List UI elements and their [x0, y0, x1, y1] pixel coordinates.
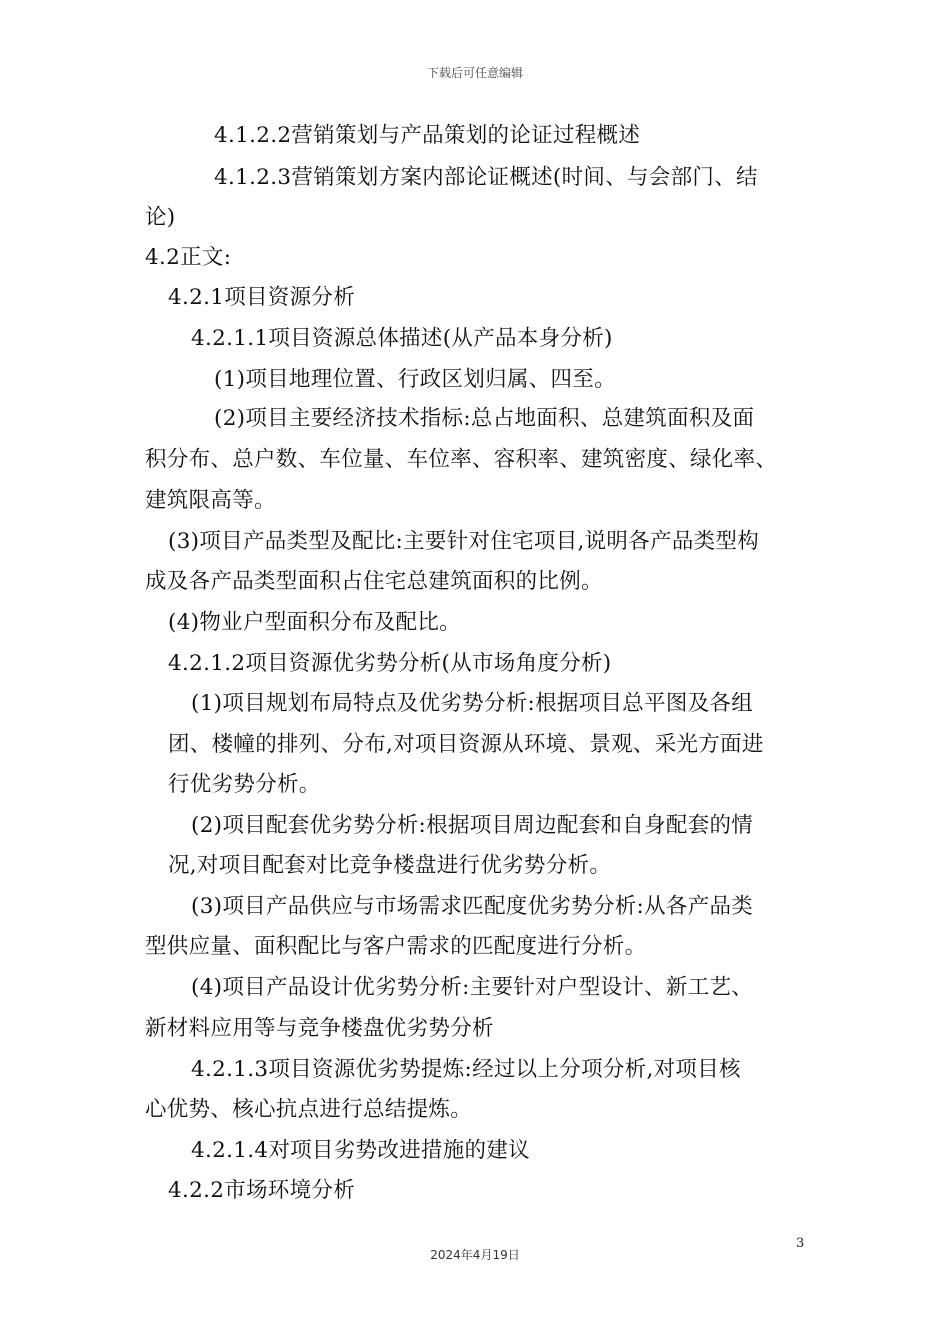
text-line: (3)项目产品供应与市场需求匹配度优劣势分析:从各产品类 [191, 894, 754, 919]
text-line: 型供应量、面积配比与客户需求的匹配度进行分析。 [145, 934, 647, 959]
text-line: 行优劣势分析。 [168, 772, 321, 797]
text-line: 4.1.2.2营销策划与产品策划的论证过程概述 [214, 123, 641, 148]
text-line: 建筑限高等。 [145, 488, 276, 513]
page-footer-date: 2024年4月19日 [430, 1248, 520, 1262]
text-line: 4.2.1.3项目资源优劣势提炼:经过以上分项分析,对项目核 [191, 1057, 741, 1082]
text-line: 积分布、总户数、车位量、车位率、容积率、建筑密度、绿化率、 [145, 447, 778, 472]
text-line: 4.2.1.4对项目劣势改进措施的建议 [191, 1138, 530, 1163]
text-line: (1)项目规划布局特点及优劣势分析:根据项目总平图及各组 [191, 691, 754, 716]
text-line: 新材料应用等与竞争楼盘优劣势分析 [145, 1016, 494, 1041]
page-number: 3 [796, 1236, 805, 1251]
text-line: (1)项目地理位置、行政区划归属、四至。 [214, 367, 616, 392]
text-line: (2)项目主要经济技术指标:总占地面积、总建筑面积及面 [214, 406, 755, 431]
text-line: 心优势、核心抗点进行总结提炼。 [145, 1097, 473, 1122]
text-line: (4)物业户型面积分布及配比。 [168, 610, 461, 635]
text-line: 论) [145, 205, 176, 230]
subsection-heading: 4.2.1项目资源分析 [168, 285, 356, 310]
subsection-heading: 4.2.2市场环境分析 [168, 1178, 356, 1203]
text-line: 况,对项目配套对比竞争楼盘进行优劣势分析。 [168, 853, 612, 878]
text-line: 成及各产品类型面积占住宅总建筑面积的比例。 [145, 569, 603, 594]
text-line: (2)项目配套优劣势分析:根据项目周边配套和自身配套的情 [191, 813, 754, 838]
text-line: (3)项目产品类型及配比:主要针对住宅项目,说明各产品类型构 [168, 529, 760, 554]
text-line: 4.2.1.2项目资源优劣势分析(从市场角度分析) [168, 651, 612, 676]
text-line: 4.1.2.3营销策划方案内部论证概述(时间、与会部门、结 [214, 165, 758, 190]
text-line: (4)项目产品设计优劣势分析:主要针对户型设计、新工艺、 [191, 975, 754, 1000]
text-line: 4.2.1.1项目资源总体描述(从产品本身分析) [191, 326, 613, 351]
section-heading: 4.2正文: [145, 245, 232, 270]
text-line: 团、楼幢的排列、分布,对项目资源从环境、景观、采光方面进 [168, 732, 764, 757]
page-header-note: 下载后可任意编辑 [426, 66, 523, 80]
